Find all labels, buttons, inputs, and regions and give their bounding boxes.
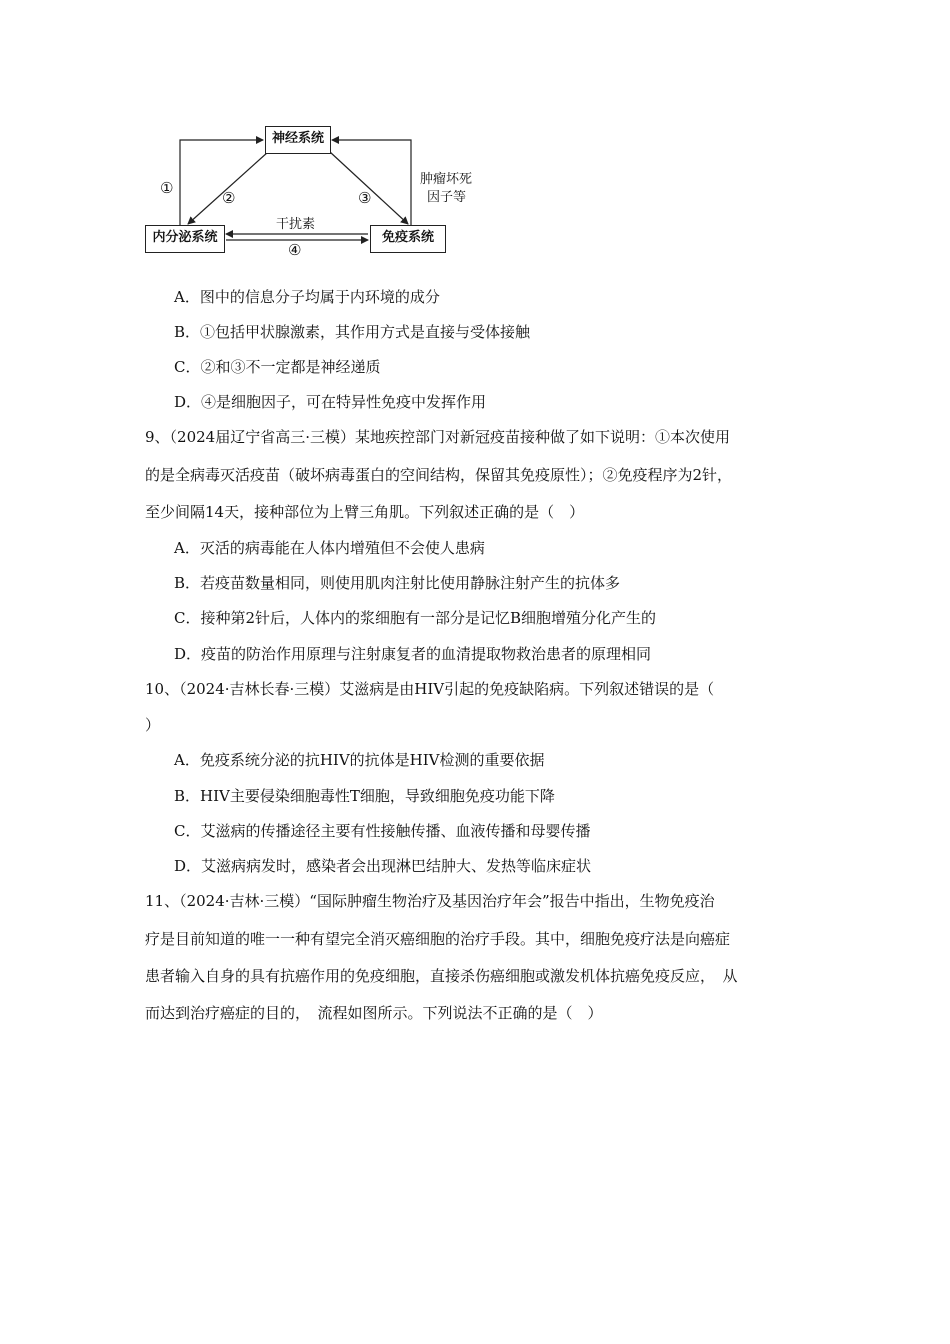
q10-stem-line1: 10、（2024·吉林长春·三模）艾滋病是由HIV引起的免疫缺陷病。下列叙述错误的是（ bbox=[145, 680, 715, 698]
q10-option-c: C．艾滋病的传播途径主要有性接触传播、血液传播和母婴传播 bbox=[174, 822, 591, 840]
interferon-label: 干扰素 bbox=[276, 217, 316, 232]
q8-option-d: D．④是细胞因子，可在特异性免疫中发挥作用 bbox=[174, 393, 487, 411]
q8-option-c: C．②和③不一定都是神经递质 bbox=[174, 358, 381, 376]
q8-option-a: A．图中的信息分子均属于内环境的成分 bbox=[174, 288, 440, 306]
system-interaction-diagram bbox=[140, 118, 500, 268]
q10-stem-line2: ） bbox=[145, 716, 161, 734]
q11-stem-line1: 11、（2024·吉林·三模）“国际肿瘤生物治疗及基因治疗年会”报告中指出，生物免疫治 bbox=[145, 892, 715, 910]
label-3: ③ bbox=[358, 189, 372, 207]
q11-stem-line2: 疗是目前知道的唯一一种有望完全消灭癌细胞的治疗手段。其中，细胞免疫疗法是向癌症 bbox=[145, 930, 731, 948]
tnf-label-line2: 因子等 bbox=[427, 190, 467, 205]
q9-stem-line1: 9、（2024届辽宁省高三·三模）某地疾控部门对新冠疫苗接种做了如下说明：①本次使用 bbox=[145, 428, 730, 446]
immune-system-box: 免疫系统 bbox=[370, 225, 446, 253]
q9-option-d: D．疫苗的防治作用原理与注射康复者的血清提取物救治患者的原理相同 bbox=[174, 645, 652, 663]
label-4: ④ bbox=[288, 241, 302, 259]
q11-stem-line3: 患者输入自身的具有抗癌作用的免疫细胞，直接杀伤癌细胞或激发机体抗癌免疫反应， 从 bbox=[145, 967, 738, 985]
label-1: ① bbox=[160, 179, 174, 197]
q9-stem-line3: 至少间隔14天，接种部位为上臂三角肌。下列叙述正确的是（ ） bbox=[145, 503, 585, 521]
endocrine-system-box: 内分泌系统 bbox=[145, 225, 225, 253]
nervous-system-box: 神经系统 bbox=[265, 126, 331, 154]
q9-option-a: A．灭活的病毒能在人体内增殖但不会使人患病 bbox=[174, 539, 485, 557]
q9-option-b: B．若疫苗数量相同，则使用肌肉注射比使用静脉注射产生的抗体多 bbox=[174, 574, 621, 592]
q10-option-b: B．HIV主要侵染细胞毒性T细胞，导致细胞免疫功能下降 bbox=[174, 787, 555, 805]
q11-stem-line4: 而达到治疗癌症的目的， 流程如图所示。下列说法不正确的是（ ） bbox=[145, 1004, 603, 1022]
label-2: ② bbox=[222, 189, 236, 207]
q9-stem-line2: 的是全病毒灭活疫苗（破坏病毒蛋白的空间结构，保留其免疫原性）；②免疫程序为2针， bbox=[145, 466, 733, 484]
q9-option-c: C．接种第2针后，人体内的浆细胞有一部分是记忆B细胞增殖分化产生的 bbox=[174, 609, 657, 627]
q8-option-b: B．①包括甲状腺激素，其作用方式是直接与受体接触 bbox=[174, 323, 531, 341]
tnf-label-line1: 肿瘤坏死 bbox=[420, 172, 473, 187]
q10-option-a: A．免疫系统分泌的抗HIV的抗体是HIV检测的重要依据 bbox=[174, 751, 545, 769]
q10-option-d: D．艾滋病病发时，感染者会出现淋巴结肿大、发热等临床症状 bbox=[174, 857, 592, 875]
